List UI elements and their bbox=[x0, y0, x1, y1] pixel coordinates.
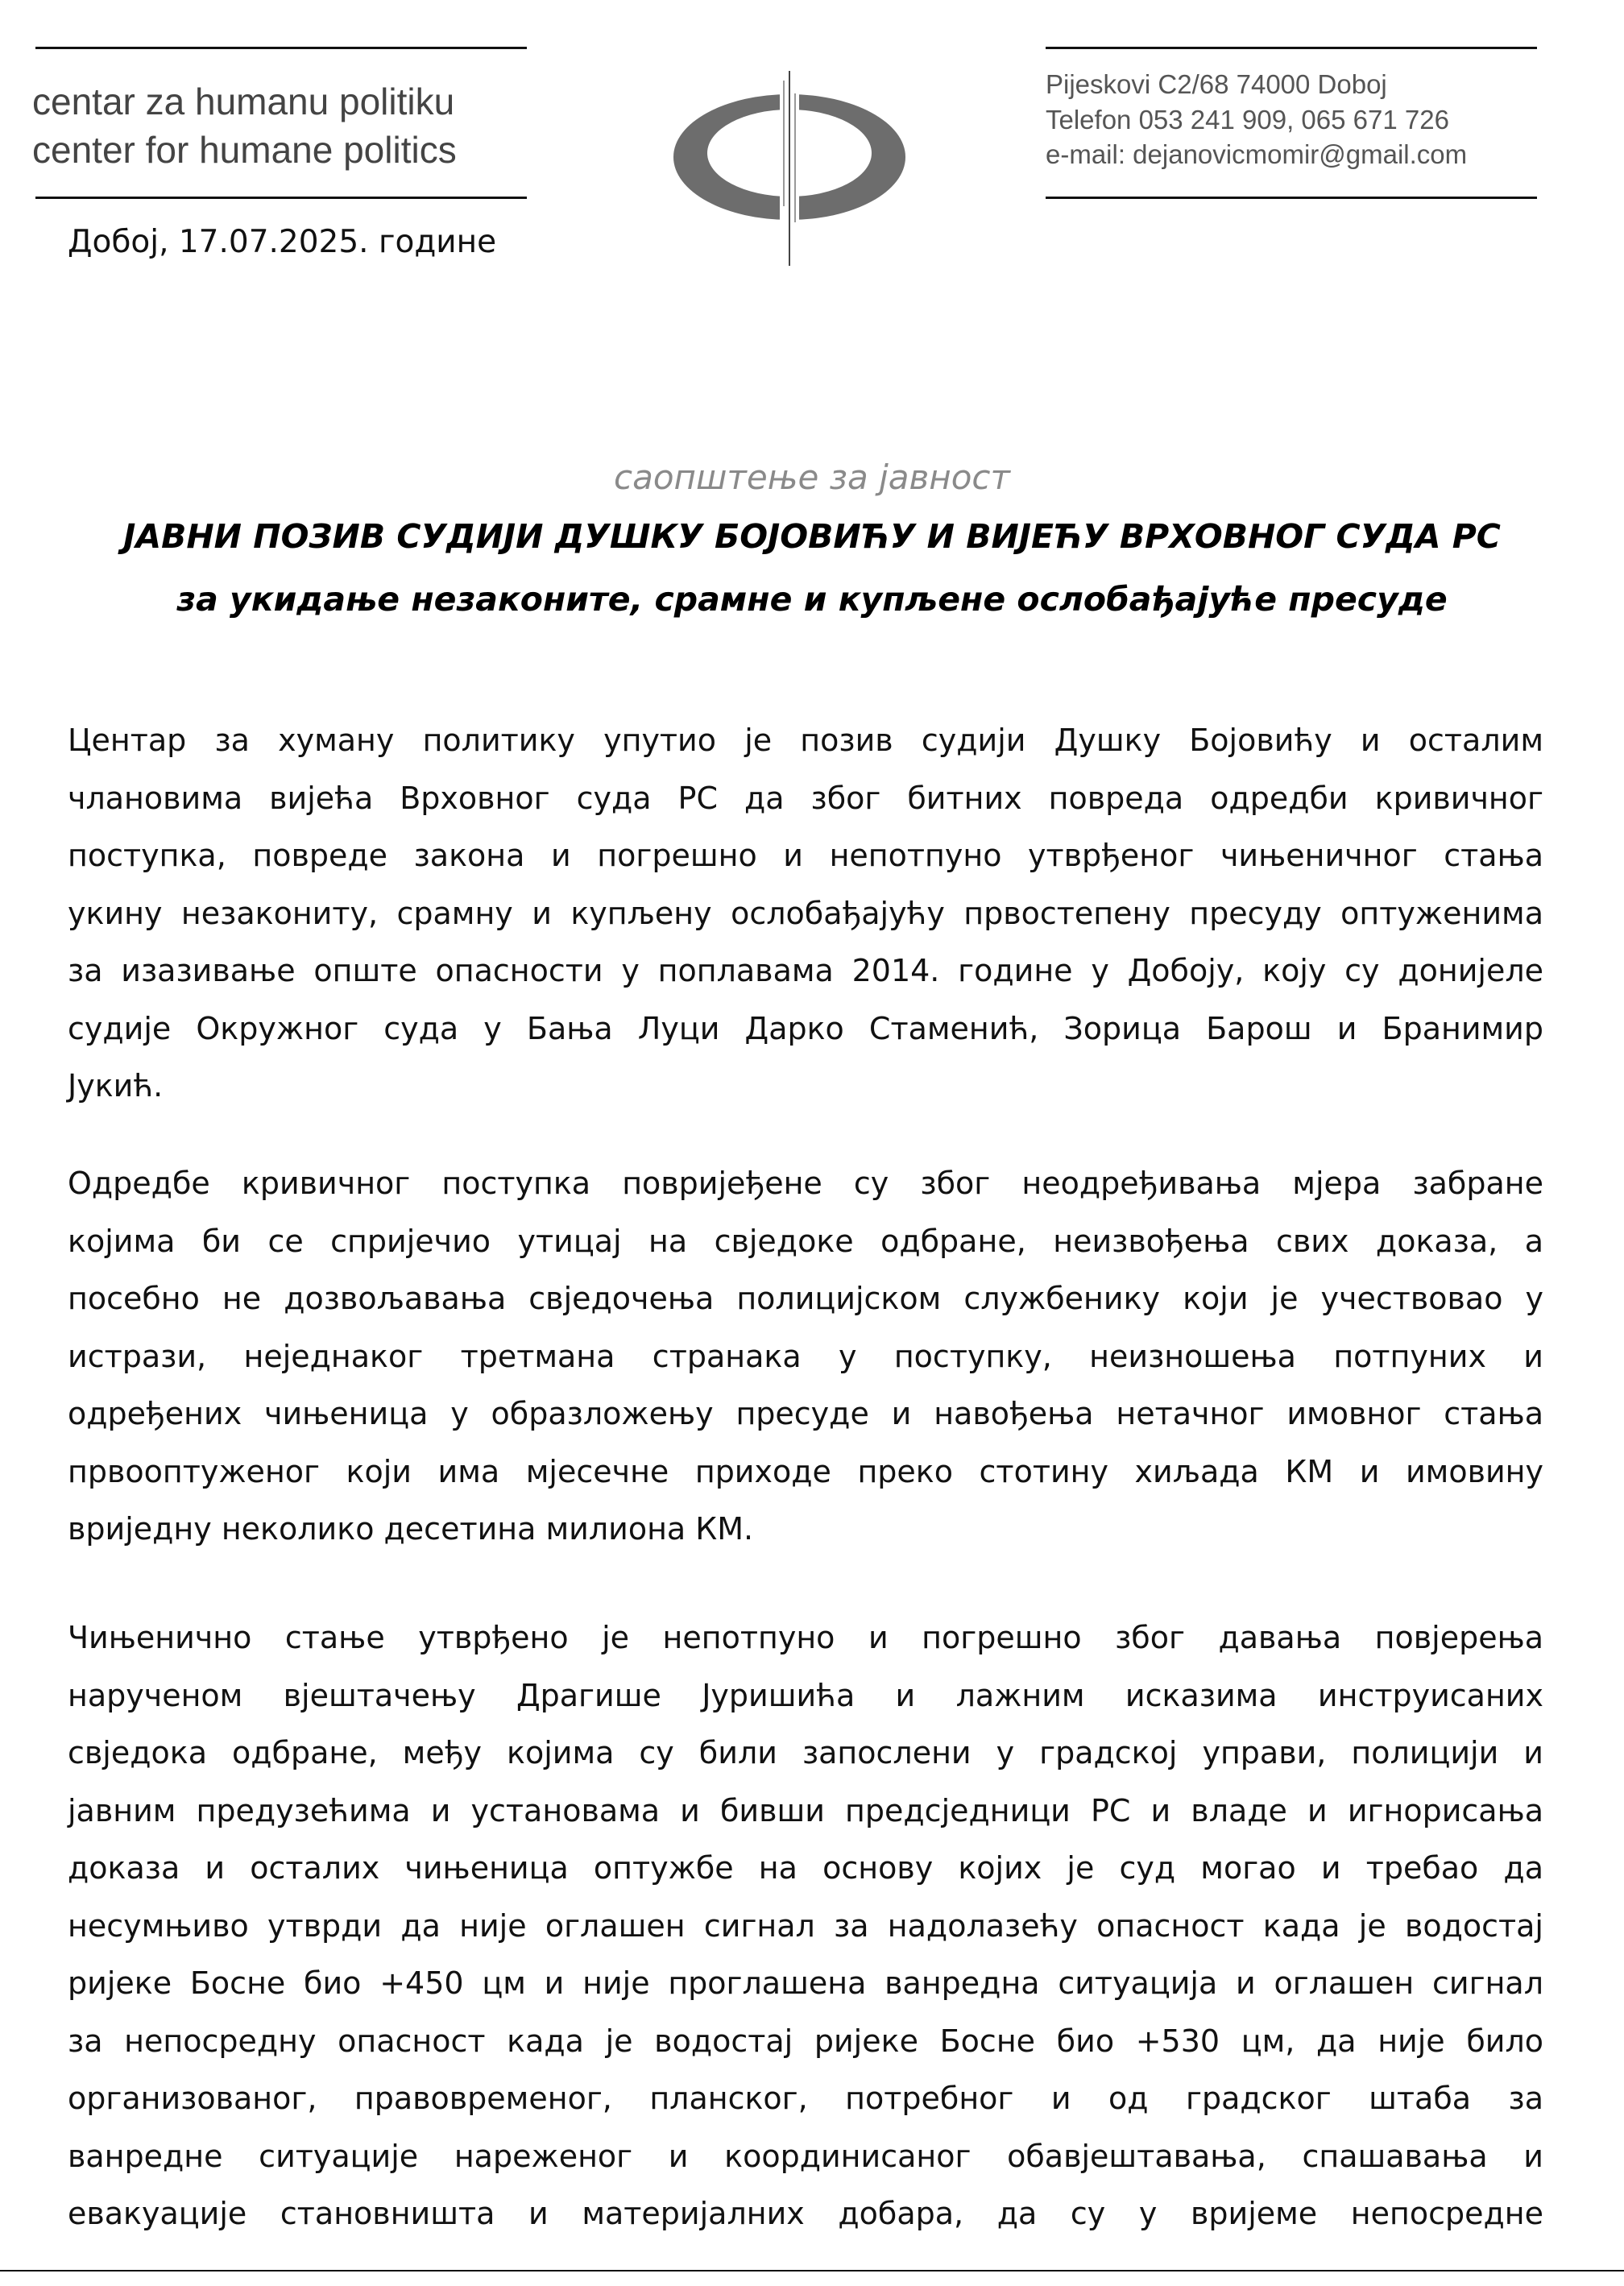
paragraph-line: Чињенично стање утврђено је непотпуно и погрешно због давања повјерења bbox=[68, 1620, 1543, 1655]
paragraph-line: Центар за хуману политику упутио је позив судији Душку Бојовићу и осталим bbox=[68, 723, 1543, 758]
paragraph-1 bbox=[68, 712, 1543, 1116]
paragraph-line: укину незакониту, срамну и купљену ослобађајућу првостепену пресуду оптуженима bbox=[68, 895, 1543, 931]
headline-line-1: ЈАВНИ ПОЗИВ СУДИЈИ ДУШКУ БОЈОВИЋУ И ВИЈЕЋУ ВРХОВНОГ СУДА РС bbox=[123, 517, 1501, 556]
paragraph-2 bbox=[68, 1155, 1543, 1559]
paragraph-line: посебно не дозвољавања свједочења полицијском службенику који је учествовао у bbox=[68, 1281, 1543, 1316]
contact-phone: Telefon 053 241 909, 065 671 726 bbox=[1046, 105, 1449, 135]
paragraph-line: несумњиво утврди да није оглашен сигнал за надолазећу опасност када је водостај bbox=[68, 1907, 1543, 1944]
document-subtitle: саопштење за јавност bbox=[614, 458, 1010, 497]
letterhead-rule-right-top bbox=[1046, 47, 1537, 49]
paragraph-line: поступка, повреде закона и погрешно и непотпуно утврђеног чињеничног стања bbox=[68, 838, 1543, 873]
paragraph-line: првооптуженог који има мјесечне приходе преко стотину хиљада КМ и имовину bbox=[68, 1453, 1543, 1489]
paragraph-line: доказа и осталих чињеница оптужбе на основу којих је суд могао и требао да bbox=[68, 1850, 1543, 1886]
paragraph-line: којима би се спријечио утицај на свједоке одбране, неизвођења свих доказа, а bbox=[68, 1223, 1543, 1259]
paragraph-line: јавним предузећима и установама и бивши предсједници РС и владе и игнорисања bbox=[68, 1792, 1543, 1828]
letterhead-rule-left-top bbox=[35, 47, 527, 49]
document-date: Добој, 17.07.2025. године bbox=[68, 224, 497, 260]
org-name-english: center for humane politics bbox=[32, 129, 457, 171]
paragraph-line: вриједну неколико десетина милиона КМ. bbox=[68, 1511, 754, 1547]
logo-emblem-icon bbox=[669, 64, 910, 274]
organization-logo bbox=[669, 64, 910, 274]
paragraph-line: за непосредну опасност када је водостај ријеке Босне био +530 цм, да није било bbox=[68, 2023, 1543, 2059]
paragraph-line: судије Окружног суда у Бања Луци Дарко Стаменић, Зорица Барош и Бранимир bbox=[68, 1010, 1543, 1046]
contact-email: e-mail: dejanovicmomir@gmail.com bbox=[1046, 139, 1468, 169]
paragraph-line: за изазивање опште опасности у поплавама 2014. године у Добоју, коју су донијеле bbox=[68, 953, 1543, 988]
footer-rule bbox=[0, 2270, 1624, 2272]
paragraph-line: члановима вијећа Врховног суда РС да због битних повреда одредби кривичног bbox=[68, 780, 1543, 816]
paragraph-line: ванредне ситуације нареженог и координисаног обавјештавања, спашавања и bbox=[68, 2138, 1543, 2174]
contact-address: Pijeskovi C2/68 74000 Doboj bbox=[1046, 69, 1387, 99]
paragraph-line: Одредбе кривичног поступка повријеђене су због неодређивања мјера забране bbox=[68, 1166, 1543, 1201]
paragraph-line: организованог, правовременог, планског, потребног и од градског штаба за bbox=[68, 2081, 1543, 2116]
letterhead-rule-right-bottom bbox=[1046, 197, 1537, 199]
paragraph-line: нарученом вјештачењу Драгише Јуришића и лажним исказима инструисаних bbox=[68, 1677, 1543, 1713]
paragraph-line: ријеке Босне био +450 цм и није проглашена ванредна ситуација и оглашен сигнал bbox=[68, 1965, 1543, 2001]
paragraph-line: истрази, неједнаког третмана странака у поступку, неизношења потпуних и bbox=[68, 1338, 1543, 1374]
letterhead-rule-left-bottom bbox=[35, 197, 527, 199]
paragraph-line: свједока одбране, међу којима су били запослени у градској управи, полицији и bbox=[68, 1735, 1543, 1770]
paragraph-line: евакуације становништа и материјалних добара, да су у вријеме непосредне bbox=[68, 2196, 1543, 2231]
org-name-local: centar za humanu politiku bbox=[32, 81, 455, 122]
paragraph-3 bbox=[68, 1609, 1543, 2243]
paragraph-line: одређених чињеница у образложењу пресуде и навођења нетачног имовног стања bbox=[68, 1396, 1543, 1431]
headline-line-2: за укидање незаконите, срамне и купљене ослобађајуће пресуде bbox=[176, 580, 1448, 619]
paragraph-line: Јукић. bbox=[68, 1068, 164, 1104]
